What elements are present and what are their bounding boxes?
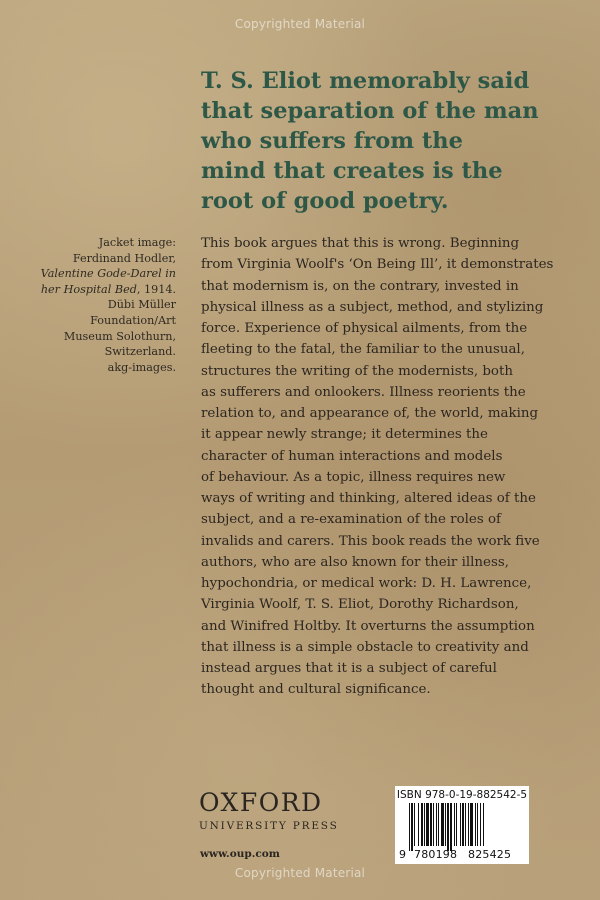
barcode-bar (430, 803, 432, 846)
barcode-bar (438, 803, 439, 846)
barcode-bar (450, 803, 452, 851)
caption-line: Foundation/Art (90, 313, 176, 327)
publisher-name: OXFORD (199, 788, 323, 817)
jacket-image-caption (40, 235, 176, 375)
headline-line: that separation of the man (201, 98, 539, 124)
blurb-line: character of human interactions and models (201, 448, 503, 464)
barcode-bar (441, 803, 444, 846)
publisher-url: www.oup.com (200, 848, 280, 860)
barcode-bar (470, 803, 473, 846)
barcode-bar (465, 803, 466, 846)
artwork-year: , 1914. (136, 282, 176, 296)
blurb-line: force. Experience of physical ailments, from the (201, 321, 528, 336)
artwork-title: her Hospital Bed (40, 282, 137, 296)
blurb-line: that modernism is, on the contrary, invested in (201, 278, 519, 294)
blurb-line: fleeting to the fatal, the familiar to the unusual, (201, 342, 525, 358)
blurb-line: it appear newly strange; it determines the (201, 427, 488, 443)
isbn-barcode (395, 786, 529, 864)
caption-line (40, 282, 176, 298)
cover-headline (201, 66, 591, 216)
headline-line: who suffers from the (201, 128, 463, 154)
barcode-bar (475, 803, 476, 846)
blurb-line: from Virginia Woolf's ‘On Being Ill’, it demonstrates (201, 257, 554, 273)
copyright-watermark-bottom: Copyrighted Material (234, 866, 366, 880)
barcode-bar (411, 803, 413, 851)
blurb-line: that illness is a simple obstacle to creativity and (201, 639, 529, 655)
barcode-bar (447, 803, 449, 851)
ean-first-digit: 9 (399, 848, 406, 861)
barcode-bar (433, 803, 434, 846)
barcode-bar (456, 803, 457, 846)
barcode-bar (418, 803, 419, 846)
blurb-line: physical illness as a subject, method, and stylizing (201, 299, 544, 315)
blurb-line: invalids and carers. This book reads the work five (201, 533, 540, 549)
barcode-bar (477, 803, 478, 846)
ean-right-group: 825425 (468, 848, 512, 861)
blurb-line: of behaviour. As a topic, illness requires new (201, 469, 506, 485)
barcode-bar (462, 803, 464, 846)
barcode-bar (480, 803, 481, 846)
publisher-logo (199, 788, 339, 833)
barcode-bar (414, 803, 415, 846)
barcode-bar (409, 803, 410, 851)
blurb-line: structures the writing of the modernists, both (201, 363, 513, 379)
barcode-bar (436, 803, 437, 846)
publisher-subtitle: UNIVERSITY PRESS (199, 820, 339, 832)
copyright-watermark-top: Copyrighted Material (234, 17, 366, 31)
blurb-line: relation to, and appearance of, the world, making (201, 406, 539, 421)
caption-line: Jacket image: (98, 236, 176, 249)
caption-line: Dübi Müller (107, 298, 176, 312)
blurb-line: as sufferers and onlookers. Illness reorients the (201, 384, 526, 400)
blurb-line: thought and cultural significance. (201, 682, 431, 698)
ean-left-group: 780198 (414, 848, 458, 861)
headline-line: mind that creates is the (201, 158, 503, 184)
headline-line: root of good poetry. (201, 188, 449, 214)
blurb-text (201, 233, 591, 701)
barcode-bar (424, 803, 425, 846)
barcode-bar (421, 803, 423, 846)
caption-line: Museum Solothurn, (63, 329, 176, 343)
caption-line: Ferdinand Hodler, (72, 251, 176, 265)
caption-line: Switzerland. (104, 345, 176, 359)
isbn-number: ISBN 978-0-19-882542-5 (396, 789, 528, 801)
blurb-line: ways of writing and thinking, altered ideas of the (201, 491, 536, 506)
barcode-bar (460, 803, 461, 846)
caption-line: akg-images. (107, 360, 176, 374)
headline-line: T. S. Eliot memorably said (201, 68, 530, 94)
blurb-line: subject, and a re-examination of the roles of (201, 512, 501, 528)
caption-line (40, 266, 176, 282)
barcode-bar (454, 803, 455, 846)
blurb-line: authors, who are also known for their illness, (201, 554, 509, 570)
blurb-line: and Winifred Holtby. It overturns the assumption (201, 618, 535, 634)
barcode-bar (468, 803, 469, 846)
ean-digits (395, 848, 529, 862)
artwork-title: Valentine Gode-Darel in (40, 267, 176, 281)
blurb-line: instead argues that it is a subject of careful (201, 661, 497, 676)
barcode-bar (426, 803, 429, 846)
blurb-line: This book argues that this is wrong. Beginning (201, 236, 520, 251)
barcode-bar (483, 803, 484, 846)
blurb-line: hypochondria, or medical work: D. H. Lawrence, (201, 576, 532, 591)
barcode-bar (445, 803, 446, 846)
blurb-line: Virginia Woolf, T. S. Eliot, Dorothy Richardson, (201, 597, 519, 613)
